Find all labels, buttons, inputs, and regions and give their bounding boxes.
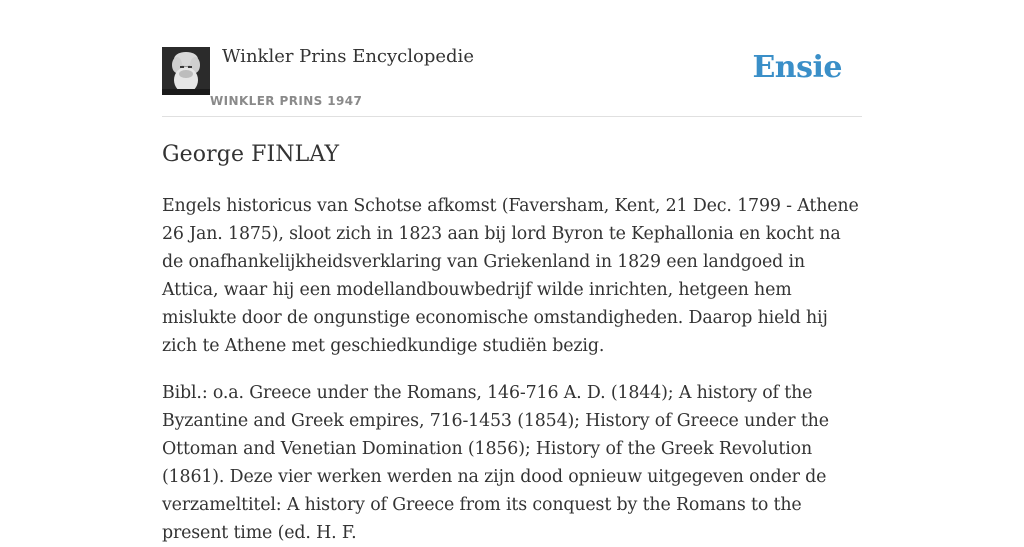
encyclopedia-edition-label[interactable]: WINKLER PRINS 1947: [210, 94, 363, 108]
article-title: George FINLAY: [162, 142, 340, 167]
article: [162, 140, 862, 547]
ensie-logo[interactable]: Ensie: [752, 50, 842, 85]
portrait-icon: [162, 47, 210, 95]
avatar[interactable]: [162, 47, 210, 95]
site-header: [162, 0, 862, 117]
site-title-link[interactable]: Winkler Prins Encyclopedie: [222, 46, 474, 67]
article-bibliography: Bibl.: o.a. Greece under the Romans, 146-716 A. D. (1844); A history of the Byzantine and Greek empires, 716-1453 (1854); History of Greece under the Ottoman and Venetian Domination (1856); History of the Greek Revolution (1861). Deze vier werken werden na zijn dood opnieuw uitgegeven onder de verzameltitel: A history of Greece from its conquest by the Romans to the present time (ed. H. F.: [162, 383, 829, 543]
article-paragraph: Engels historicus van Schotse afkomst (Faversham, Kent, 21 Dec. 1799 - Athene 26 Jan. 1875), sloot zich in 1823 aan bij lord Byron te Kephallonia en kocht na de onafhankelijkheidsverklaring van Griekenland in 1829 een landgoed in Attica, waar hij een modellandbouwbedrijf wilde inrichten, hetgeen hem mislukte door de ongunstige economische omstandigheden. Daarop hield hij zich te Athene met geschiedkundige studiën bezig.: [162, 196, 859, 356]
